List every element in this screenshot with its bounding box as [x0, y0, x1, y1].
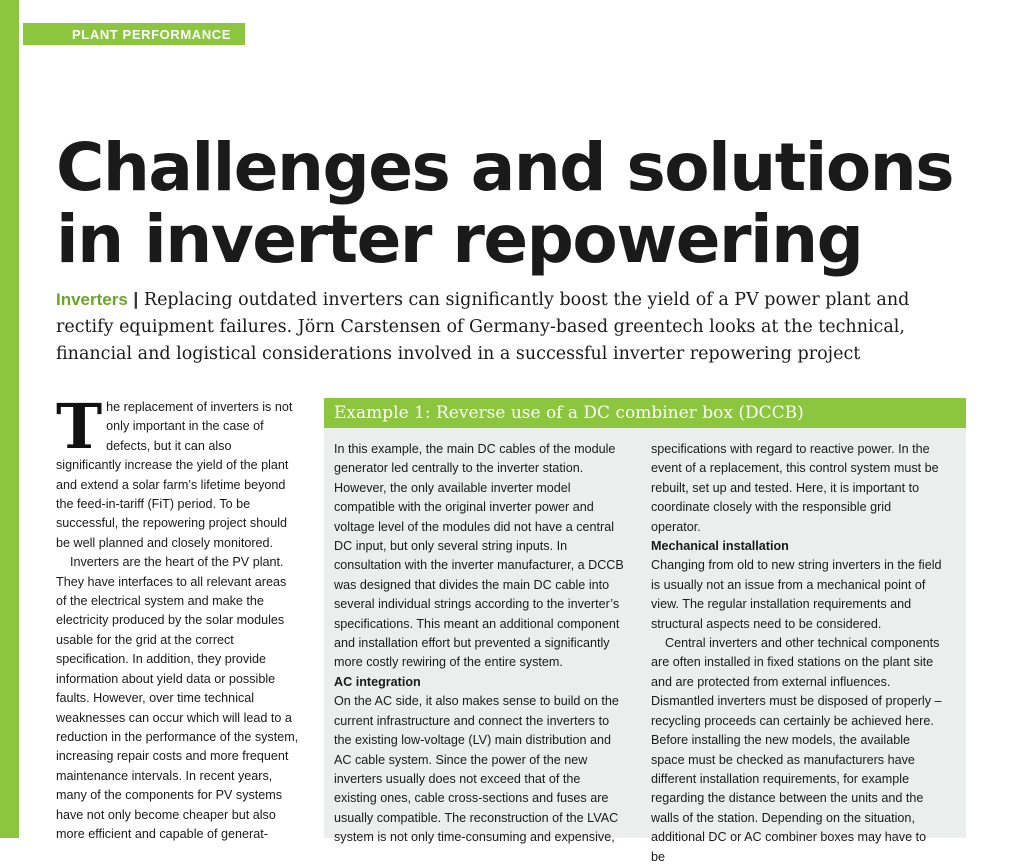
- body-paragraph-1: [56, 390, 299, 553]
- left-green-edge-bar: [0, 0, 19, 838]
- standfirst-kicker: Inverters: [56, 290, 128, 309]
- example-box-columns: [324, 428, 966, 867]
- headline-line-1: Challenges and solutions: [56, 129, 953, 207]
- example-box-title: Example 1: Reverse use of a DC combiner box (DCCB): [324, 398, 966, 428]
- section-flag: [23, 23, 245, 45]
- body-paragraph-1-text: he replacement of inverters is not only important in the case of defects, but it can also significantly increase the yield of the plant and extend a solar farm’s lifetime beyond the feed-in-tariff (FiT) period. To be successful, the repowering project should be well planned and closely monitored.: [56, 400, 293, 550]
- example-right-paragraph-1: specifications with regard to reactive power. In the event of a replacement, this control system must be rebuilt, set up and tested. Here, it is important to coordinate closely with the responsible grid operator.: [651, 442, 939, 534]
- headline-line-2: in inverter repowering: [56, 201, 863, 279]
- body-column-left: [56, 390, 299, 844]
- body-paragraph-2: Inverters are the heart of the PV plant. They have interfaces to all relevant areas of the electrical system and make the electricity produced by the solar modules usable for the grid at the correct specification. In addition, they provide information about yield data or possible faults. However, over time technical weaknesses can occur which will lead to a reduction in the performance of the system, increasing repair costs and more frequent maintenance intervals. In recent years, many of the components for PV systems have not only become cheaper but also more efficient and capable of generat-: [56, 555, 299, 841]
- example-right-paragraph-2: Changing from old to new string inverters in the field is usually not an issue from a mechanical point of view. The regular installation requirements and structural aspects need to be considered.: [651, 558, 942, 631]
- example-left-paragraph-2: On the AC side, it also makes sense to build on the current infrastructure and connect the inverters to the existing low-voltage (LV) main distribution and AC cable system. Since the power of the new inverters usually does not exceed that of the existing ones, cable cross-sections and fuses are usually compatible. The reconstruction of the LVAC system is not only time-consuming and expensive,: [334, 694, 619, 845]
- standfirst-text: Replacing outdated inverters can significantly boost the yield of a PV power plant and rectify equipment failures. Jörn Carstensen of Germany-based greentech looks at the technical, financial and logistical considerations involved in a successful inverter repowering project: [56, 290, 910, 364]
- page-title: [56, 129, 976, 279]
- example-left-paragraph-1: In this example, the main DC cables of the module generator led centrally to the inverter station. However, the only available inverter model compatible with the original inverter power and voltage level of the modules did not have a central DC input, but only several string inputs. In consultation with the inverter manufacturer, a DCCB was designed that divides the main DC cable into several individual strings according to the inverter’s specifications. This meant an additional component and installation effort but prevented a significantly more costly rewiring of the entire system.: [334, 442, 624, 670]
- drop-cap: T: [56, 390, 103, 463]
- example-column-right: [651, 440, 942, 867]
- example-box: [324, 398, 966, 864]
- left-edge-white-gap: [19, 0, 23, 838]
- example-left-subheading: AC integration: [334, 674, 421, 689]
- example-right-paragraph-3: Central inverters and other technical components are often installed in fixed stations on the plant site and are protected from external influences. Dismantled inverters must be disposed of properly – recycling proceeds can certainly be achieved here. Before installing the new models, the available space must be checked as manufacturers have different installation requirements, for example regarding the distance between the units and the walls of the station. Depending on the situation, additional DC or AC combiner boxes may have to be: [651, 636, 942, 864]
- standfirst-separator: |: [133, 289, 139, 309]
- standfirst: [56, 286, 961, 368]
- example-right-subheading: Mechanical installation: [651, 539, 789, 554]
- section-flag-label: PLANT PERFORMANCE: [72, 26, 231, 42]
- example-column-left: [334, 440, 625, 867]
